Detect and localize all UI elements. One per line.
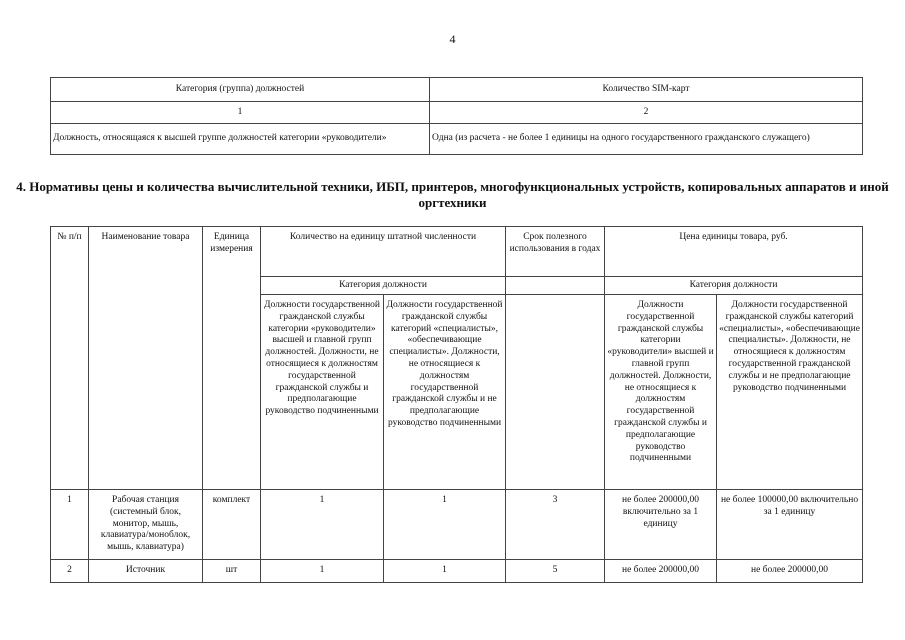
position-header-specialists-qty: Должности государственной гражданской службы категорий «специалисты», «обеспечивающие специалисты». Должности, не относящиеся к должностям государственной гражданской службы и не предполагающие руководство подчиненными bbox=[384, 295, 506, 490]
column-number-row bbox=[51, 102, 863, 124]
position-header-specialists-price: Должности государственной гражданской службы категорий «специалисты», «обеспечивающие специалисты». Должности, не относящиеся к должностям государственной гражданской службы и не предполагающие руководство подчиненными bbox=[717, 295, 863, 490]
cell-price-specialists: не более 100000,00 включительно за 1 единицу bbox=[717, 490, 863, 560]
table-row bbox=[51, 124, 863, 155]
cell-term: 5 bbox=[506, 560, 605, 583]
table-header-row bbox=[51, 227, 863, 277]
cell-name: Рабочая станция (системный блок, монитор, мышь, клавиатура/моноблок, мышь, клавиатура) bbox=[89, 490, 203, 560]
cell-sim-quantity: Одна (из расчета - не более 1 единицы на одного государственного гражданского служащего) bbox=[430, 124, 863, 155]
column-header-sim-count: Количество SIM-карт bbox=[430, 78, 863, 102]
cell-unit: комплект bbox=[203, 490, 261, 560]
column-header-name: Наименование товара bbox=[89, 227, 203, 490]
cell-qty-leaders: 1 bbox=[261, 560, 384, 583]
cell-category: Должность, относящаяся к высшей группе должностей категории «руководители» bbox=[51, 124, 430, 155]
table-row bbox=[51, 490, 863, 560]
column-header-num: № п/п bbox=[51, 227, 89, 490]
position-header-leaders-qty: Должности государственной гражданской службы категории «руководители» высшей и главной групп должностей. Должности, не относящиеся к должностям государственной гражданской службы и предполагающие руководство подчиненными bbox=[261, 295, 384, 490]
cell-term: 3 bbox=[506, 490, 605, 560]
column-number: 2 bbox=[430, 102, 863, 124]
page-number: 4 bbox=[449, 32, 456, 46]
cell-price-leaders: не более 200000,00 включительно за 1 единицу bbox=[605, 490, 717, 560]
column-header-price: Цена единицы товара, руб. bbox=[605, 227, 863, 277]
category-header-price: Категория должности bbox=[605, 277, 863, 295]
column-header-term: Срок полезного использования в годах bbox=[506, 227, 605, 277]
category-header-quantity: Категория должности bbox=[261, 277, 506, 295]
cell-num: 1 bbox=[51, 490, 89, 560]
cell-unit: шт bbox=[203, 560, 261, 583]
table-row bbox=[51, 560, 863, 583]
table-header-row bbox=[51, 78, 863, 102]
column-header-unit: Единица измерения bbox=[203, 227, 261, 490]
column-header-category: Категория (группа) должностей bbox=[51, 78, 430, 102]
empty-cell bbox=[506, 277, 605, 295]
cell-qty-leaders: 1 bbox=[261, 490, 384, 560]
equipment-norms-table bbox=[50, 226, 863, 583]
cell-qty-specialists: 1 bbox=[384, 560, 506, 583]
column-number: 1 bbox=[51, 102, 430, 124]
cell-price-leaders: не более 200000,00 bbox=[605, 560, 717, 583]
section-title: 4. Нормативы цены и количества вычислительной техники, ИБП, принтеров, многофункциональных устройств, копировальных аппаратов и иной оргтехники bbox=[16, 179, 889, 210]
cell-qty-specialists: 1 bbox=[384, 490, 506, 560]
cell-num: 2 bbox=[51, 560, 89, 583]
cell-price-specialists: не более 200000,00 bbox=[717, 560, 863, 583]
position-header-leaders-price: Должности государственной гражданской службы категории «руководители» высшей и главной групп должностей. Должности, не относящиеся к должностям государственной гражданской службы и предполагающие руководство подчиненными bbox=[605, 295, 717, 490]
column-header-quantity: Количество на единицу штатной численности bbox=[261, 227, 506, 277]
cell-name: Источник bbox=[89, 560, 203, 583]
sim-card-table bbox=[50, 77, 863, 155]
empty-cell bbox=[506, 295, 605, 490]
